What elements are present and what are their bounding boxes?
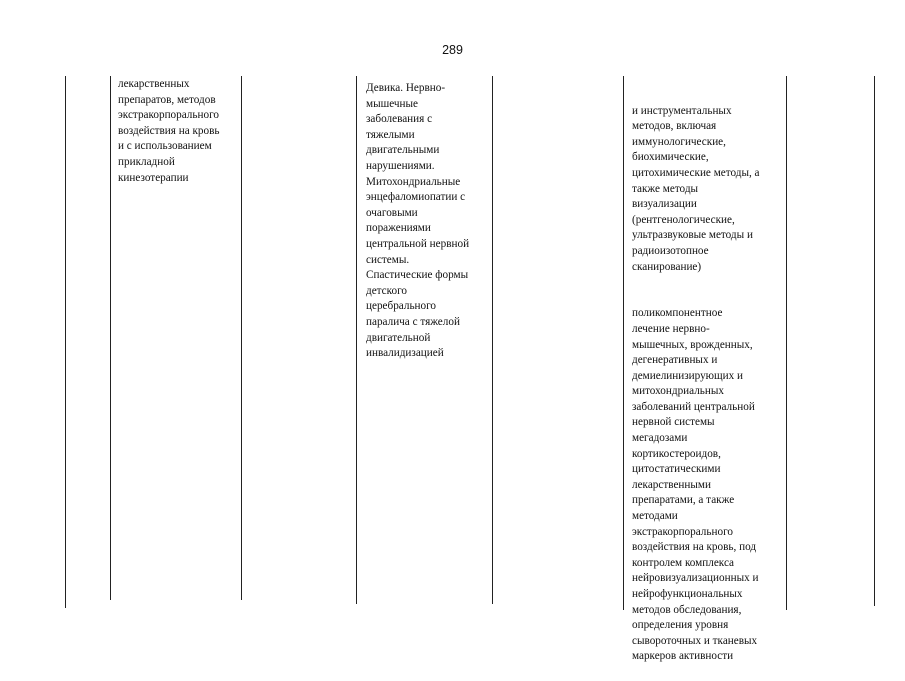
column-divider-5: [623, 76, 624, 610]
table-border-right: [874, 76, 875, 606]
table-cell-methods-description: [632, 88, 786, 681]
column-divider-6: [786, 76, 787, 610]
column-divider-4: [492, 76, 493, 604]
column-divider-1: [110, 76, 111, 600]
table-cell-diseases: Девика. Нервно- мышечные заболевания с тяжелыми двигательными нарушениями. Митохондриальные энцефаломиопатии с очаговыми поражениями центральной нервной системы. Спастические формы детского церебрального паралича с тяжелой двигательной инвалидизацией: [366, 82, 470, 360]
methods-paragraph-treatment: поликомпонентное лечение нервно- мышечных, врожденных, дегенеративных и демиелинизирующих и митохондриальных заболеваний центральной нервной системы мегадозами кортикостероидов, цитостатическими лекарственными препаратами, а также методами экстракорпорального воздействия на кровь, под контролем комплекса нейровизуализационных и нейрофункциональных методов обследования, определения уровня сывороточных и тканевых маркеров активности: [632, 307, 759, 663]
page-number: 289: [442, 43, 463, 57]
table-cell-treatment-methods: лекарственных препаратов, методов экстракорпорального воздействия на кровь и с использованием прикладной кинезотерапии: [118, 78, 220, 184]
methods-paragraph-diagnostics: и инструментальных методов, включая иммунологические, биохимические, цитохимические методы, а также методы визуализации (рентгенологические, ультразвуковые методы и радиоизотопное сканирование): [632, 104, 760, 273]
column-divider-3: [356, 76, 357, 604]
table-border-left: [65, 76, 66, 608]
